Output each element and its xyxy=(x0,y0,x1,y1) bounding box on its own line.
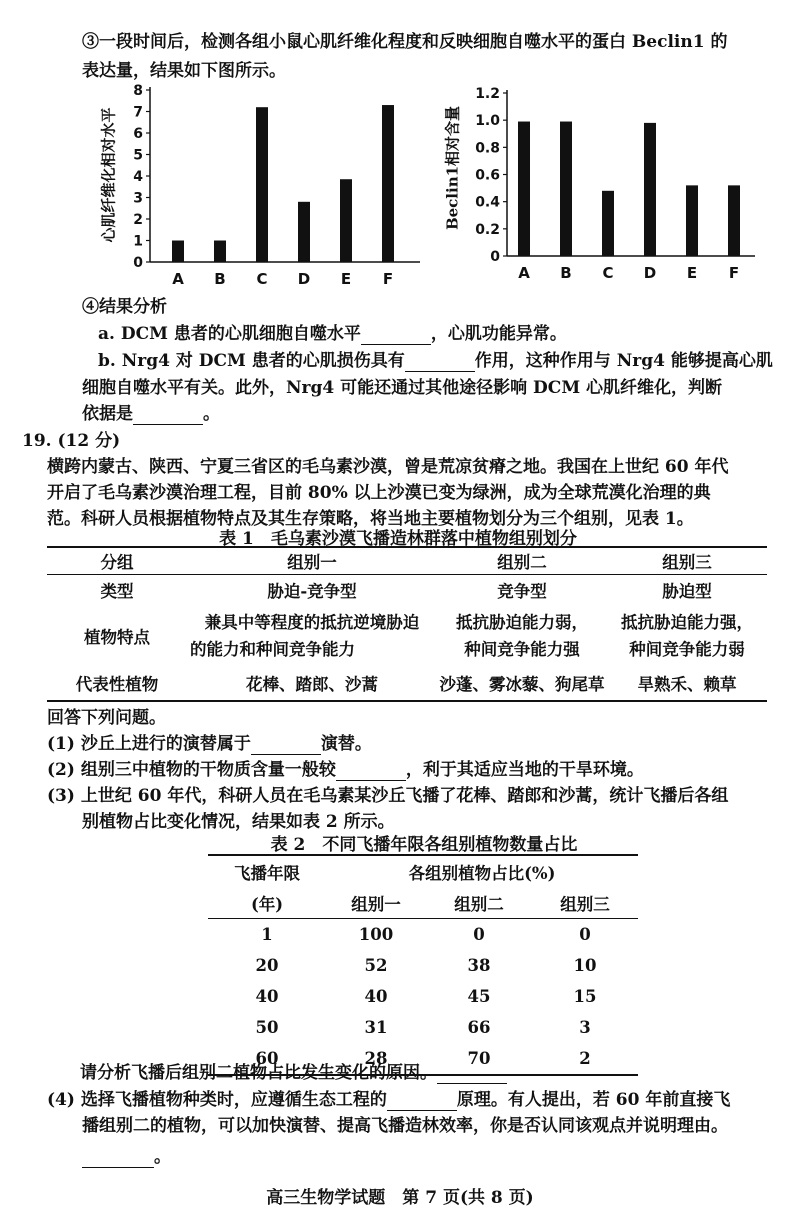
bar-D xyxy=(298,202,310,262)
table1-cell: 植物特点 xyxy=(84,627,150,647)
table2-cell: 10 xyxy=(573,956,597,975)
table1-cell: 胁迫-竞争型 xyxy=(267,581,357,601)
question-2 xyxy=(47,755,644,781)
bar-B xyxy=(560,122,572,256)
table1-row-feature xyxy=(47,605,767,667)
table2-cell: 1 xyxy=(261,925,273,944)
table2-subheader-cell: 组别三 xyxy=(532,887,638,919)
y-tick-label: 7 xyxy=(133,104,143,121)
y-tick-label: 6 xyxy=(133,126,143,142)
question-4-line3 xyxy=(82,1142,171,1168)
x-tick-label: B xyxy=(214,270,226,288)
y-tick-label: 1.2 xyxy=(475,86,500,102)
table1-cell: 沙蓬、雾冰藜、狗尾草 xyxy=(437,667,607,701)
bar-E xyxy=(340,179,352,262)
q2-pre: (2) 组别三中植物的干物质含量一般较 xyxy=(47,760,336,780)
table2-cell: 50 xyxy=(255,1018,279,1037)
x-tick-label: E xyxy=(686,264,698,282)
bar-D xyxy=(644,123,656,256)
table2-subheader-row xyxy=(208,887,638,919)
analysis-a-pre: a. DCM 患者的心肌细胞自噬水平 xyxy=(98,324,361,344)
page-footer: 高三生物学试题 第 7 页(共 8 页) xyxy=(266,1188,534,1208)
q4-post: 原理。有人提出，若 60 年前直接飞 xyxy=(456,1090,731,1110)
y-tick-label: 0.2 xyxy=(475,221,500,238)
table1-cell xyxy=(437,605,607,667)
q19-para-1: 横跨内蒙古、陕西、宁夏三省区的毛乌素沙漠，曾是荒凉贫瘠之地。我国在上世纪 60 年代 xyxy=(47,457,729,477)
table2-cell: 60 xyxy=(208,1043,326,1075)
table1-header-cell: 组别一 xyxy=(187,547,437,575)
analysis-b xyxy=(98,346,773,372)
table1-header-cell: 分组 xyxy=(47,547,187,575)
table2-group-header: 各组别植物占比(%) xyxy=(326,855,638,887)
question-4-line2: 播组别二的植物，可以加快演替、提高飞播造林效率，你是否认同该观点并说明理由。 xyxy=(82,1116,728,1136)
table2-cell: 28 xyxy=(326,1043,426,1075)
x-tick-label: B xyxy=(560,264,572,282)
y-tick-label: 0 xyxy=(490,249,500,265)
answer-blank-q4b[interactable] xyxy=(82,1147,154,1168)
table1-cell: 类型 xyxy=(100,581,134,601)
answer-blank-q2[interactable] xyxy=(336,760,406,781)
table2-cell: 66 xyxy=(467,1018,491,1037)
feature3-line1: 抵抗胁迫能力强， xyxy=(621,612,753,632)
q1-post: 演替。 xyxy=(320,734,372,754)
table1-header-row xyxy=(47,547,767,575)
intro-line-2: 表达量，结果如下图所示。 xyxy=(82,61,286,81)
y-tick-label: 0 xyxy=(133,255,143,271)
table2-cell: 0 xyxy=(473,925,485,944)
table2-caption: 表 2 不同飞播年限各组别植物数量占比 xyxy=(270,835,578,855)
y-tick-label: 0.6 xyxy=(475,167,500,184)
table2-cell: 3 xyxy=(579,1018,591,1037)
table1-caption: 表 1 毛乌素沙漠飞播造林群落中植物组别划分 xyxy=(219,529,577,549)
table2-subheader-cell: 组别一 xyxy=(326,887,426,919)
x-tick-label: C xyxy=(256,270,268,288)
table2-year-header: 飞播年限 xyxy=(208,855,326,887)
bar-A xyxy=(172,241,184,263)
table1-row-type xyxy=(47,575,767,605)
y-tick-label: 0.8 xyxy=(475,140,500,157)
table1-cell: 花棒、踏郎、沙蒿 xyxy=(187,667,437,701)
table2 xyxy=(208,854,638,1076)
question-3-line2: 别植物占比变化情况，结果如表 2 所示。 xyxy=(82,812,395,832)
table-row xyxy=(208,1012,638,1043)
bar-A xyxy=(518,122,530,256)
q4-pre: (4) 选择飞播植物种类时，应遵循生态工程的 xyxy=(47,1090,387,1110)
y-tick-label: 8 xyxy=(133,83,143,99)
feature3-line2: 种间竞争能力弱 xyxy=(629,639,745,659)
fibrosis-bar-chart xyxy=(95,78,425,288)
q4-end: 。 xyxy=(154,1147,171,1167)
analysis-heading: ④结果分析 xyxy=(82,297,167,317)
analysis-a-post: ，心肌功能异常。 xyxy=(430,324,567,344)
table1-header-cell: 组别三 xyxy=(607,547,767,575)
q1-pre: (1) 沙丘上进行的演替属于 xyxy=(47,734,251,754)
table-row xyxy=(208,950,638,981)
table2-cell: 0 xyxy=(579,925,591,944)
bar-F xyxy=(728,185,740,256)
feature1-line2: 的能力和种间竞争能力 xyxy=(190,639,355,659)
table2-year-unit: (年) xyxy=(208,887,326,919)
x-tick-label: E xyxy=(340,270,352,288)
table2-cell: 70 xyxy=(426,1043,532,1075)
y-tick-label: 3 xyxy=(133,190,143,207)
table2-cell: 2 xyxy=(532,1043,638,1075)
q19-para-2: 开启了毛乌素沙漠治理工程，目前 80% 以上沙漠已变为绿洲，成为全球荒漠化治理的典 xyxy=(47,483,711,503)
table2-cell: 52 xyxy=(364,956,388,975)
bar-C xyxy=(256,107,268,262)
x-tick-label: A xyxy=(518,264,530,282)
x-tick-label: A xyxy=(172,270,184,288)
table1 xyxy=(47,546,767,702)
table1-header-cell: 组别二 xyxy=(437,547,607,575)
x-tick-label: D xyxy=(643,264,657,282)
bar-F xyxy=(382,105,394,262)
y-tick-label: 4 xyxy=(133,169,143,185)
table-row xyxy=(208,981,638,1012)
table1-cell xyxy=(607,605,767,667)
feature2-line1: 抵抗胁迫能力弱， xyxy=(456,612,588,632)
q3-ask-text: 请分析飞播后组别二植物占比发生变化的原因。 xyxy=(80,1063,437,1083)
x-tick-label: D xyxy=(297,270,311,288)
question-4 xyxy=(47,1085,730,1111)
table2-cell: 31 xyxy=(364,1018,388,1037)
x-tick-label: F xyxy=(382,270,394,288)
question-3-line1: (3) 上世纪 60 年代，科研人员在毛乌素某沙丘飞播了花棒、踏郎和沙蒿，统计飞播后各组 xyxy=(47,786,729,806)
beclin1-bar-chart xyxy=(465,78,765,288)
analysis-b-post: 作用，这种作用与 Nrg4 能够提高心肌 xyxy=(474,351,773,371)
q19-para-3: 范。科研人员根据植物特点及其生存策略，将当地主要植物划分为三个组别，见表 1。 xyxy=(47,509,694,529)
chart1-ylabel: 心肌纤维化相对水平 xyxy=(99,107,118,243)
question-1 xyxy=(47,729,372,755)
y-tick-label: 1.0 xyxy=(475,113,500,130)
analysis-b-line2: 细胞自噬水平有关。此外，Nrg4 可能还通过其他途径影响 DCM 心肌纤维化，判断 xyxy=(82,378,723,398)
answer-blank-q3[interactable] xyxy=(437,1063,507,1084)
intro-line-1: ③一段时间后，检测各组小鼠心肌纤维化程度和反映细胞自噬水平的蛋白 Beclin1 的 xyxy=(82,32,728,52)
table2-header-row xyxy=(208,855,638,887)
table2-cell: 15 xyxy=(573,987,597,1006)
q19-number: 19. (12 分) xyxy=(22,431,121,451)
answer-blank-b[interactable] xyxy=(405,351,475,372)
analysis-b-line3-text: 依据是 xyxy=(82,404,133,424)
y-tick-label: 5 xyxy=(133,147,143,164)
table1-cell xyxy=(187,605,437,667)
table2-cell: 40 xyxy=(255,987,279,1006)
y-tick-label: 2 xyxy=(133,212,143,228)
q2-post: ，利于其适应当地的干旱环境。 xyxy=(405,760,644,780)
table2-subheader-cell: 组别二 xyxy=(426,887,532,919)
analysis-a xyxy=(98,319,567,345)
answer-blank-q4[interactable] xyxy=(387,1090,457,1111)
x-tick-label: F xyxy=(728,264,740,282)
table2-cell: 40 xyxy=(364,987,388,1006)
bar-E xyxy=(686,185,698,256)
bar-C xyxy=(602,191,614,256)
q3-ask xyxy=(80,1058,507,1084)
feature2-line2: 种间竞争能力强 xyxy=(464,639,580,659)
analysis-b-pre: b. Nrg4 对 DCM 患者的心肌损伤具有 xyxy=(98,351,405,371)
answer-blank-q1[interactable] xyxy=(251,734,321,755)
answer-blank-a[interactable] xyxy=(361,324,431,345)
answer-blank-b2[interactable] xyxy=(133,404,203,425)
table2-cell: 20 xyxy=(255,956,279,975)
chart2-ylabel: Beclin1相对含量 xyxy=(443,105,462,231)
answer-intro: 回答下列问题。 xyxy=(47,708,166,728)
table2-cell: 45 xyxy=(467,987,491,1006)
y-tick-label: 1 xyxy=(133,233,143,250)
y-tick-label: 0.4 xyxy=(475,194,500,211)
table1-cell: 胁迫型 xyxy=(662,581,712,601)
table1-row-plant xyxy=(47,667,767,701)
analysis-b-line3 xyxy=(82,399,220,425)
table2-cell: 38 xyxy=(467,956,491,975)
table2-cell: 100 xyxy=(358,925,394,944)
table-row xyxy=(208,919,638,951)
x-tick-label: C xyxy=(602,264,614,282)
table1-cell: 旱熟禾、赖草 xyxy=(607,667,767,701)
table1-cell: 竞争型 xyxy=(497,581,547,601)
analysis-b-end: 。 xyxy=(203,404,220,424)
feature1-line1: 兼具中等程度的抵抗逆境胁迫 xyxy=(204,612,420,632)
table1-cell: 代表性植物 xyxy=(47,667,187,701)
bar-B xyxy=(214,241,226,263)
